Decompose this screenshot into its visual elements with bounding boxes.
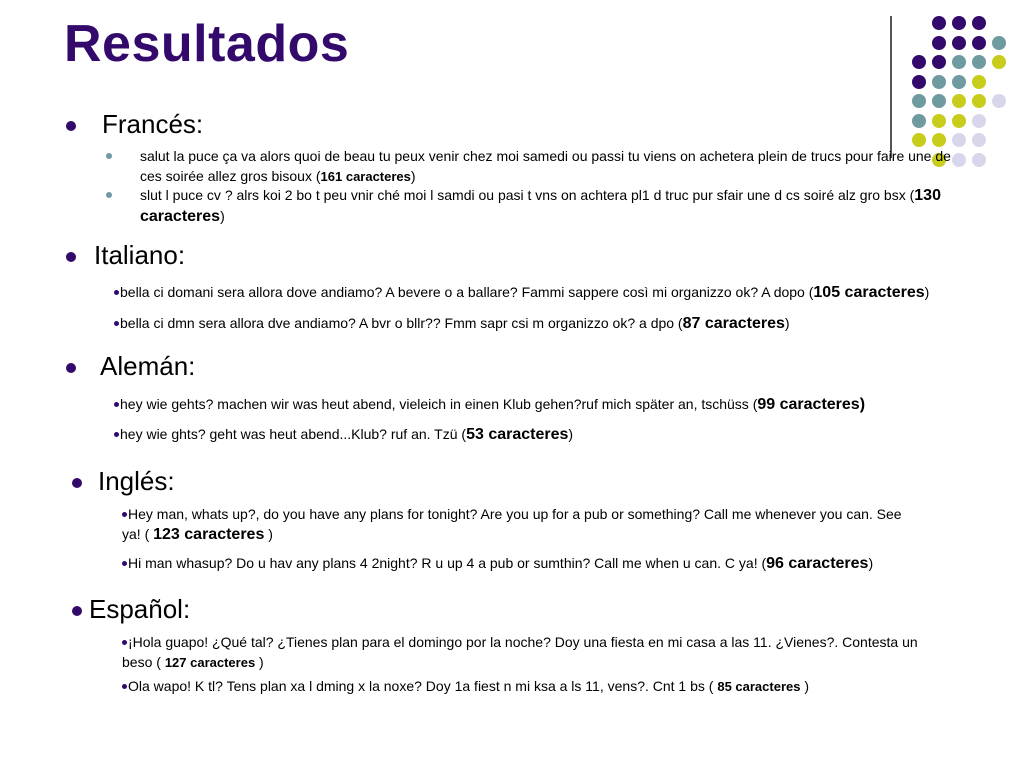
item-close: ) — [924, 284, 930, 300]
list-item-italiano-1 — [114, 282, 929, 303]
decorative-dot — [972, 114, 986, 128]
list-item-espanol-1 — [122, 632, 942, 673]
item-close: ) — [800, 678, 810, 694]
item-close: ) — [220, 208, 225, 224]
bullet-icon — [114, 432, 119, 437]
decorative-dot — [932, 133, 946, 147]
decorative-dot — [932, 75, 946, 89]
char-count: 130 caracteres — [140, 187, 941, 225]
decorative-dot — [952, 55, 966, 69]
heading-label: Español: — [89, 594, 191, 624]
section-heading-frances — [66, 108, 203, 140]
item-text: Hey man, whats up?, do you have any plans for tonight? Are you up for a pub or something? Call me whenever you can. See ya! ( — [122, 506, 902, 542]
decorative-dot — [972, 133, 986, 147]
decorative-dot — [912, 75, 926, 89]
decorative-dot — [992, 94, 1006, 108]
list-item-aleman-1 — [114, 394, 865, 415]
item-text: hey wie gehts? machen wir was heut abend, vieleich in einen Klub gehen?ruf mich später an, tschüss ( — [120, 396, 758, 412]
char-count: 161 caracteres — [320, 169, 411, 184]
decorative-dot — [992, 55, 1006, 69]
page-title: Resultados — [64, 15, 350, 73]
bullet-icon — [114, 321, 119, 326]
item-close: ) — [255, 654, 264, 670]
item-text: bella ci domani sera allora dove andiamo? A bevere o a ballare? Fammi sappere così mi organizzo ok? A dopo ( — [120, 284, 814, 300]
decorative-dot — [952, 36, 966, 50]
section-heading-espanol — [72, 593, 190, 625]
decorative-dot — [912, 114, 926, 128]
decorative-dot — [932, 55, 946, 69]
item-close: ) — [410, 168, 416, 184]
item-text: salut la puce ça va alors quoi de beau tu peux venir chez moi samedi ou passi tu viens on achetera plein de trucs pour faire une de ces soirée allez gros bisoux ( — [140, 148, 951, 184]
heading-label: Alemán: — [100, 351, 196, 381]
list-item-ingles-2 — [122, 553, 873, 574]
item-close: ) — [264, 526, 273, 542]
char-count: 123 caracteres — [153, 526, 265, 543]
heading-label: Francés: — [102, 109, 204, 139]
bullet-icon — [66, 121, 76, 131]
decorative-dot — [912, 55, 926, 69]
decorative-dot — [972, 153, 986, 167]
bullet-icon — [66, 363, 76, 373]
char-count: 105 caracteres — [813, 284, 925, 301]
char-count: 85 caracteres — [717, 679, 801, 694]
decorative-dot — [912, 94, 926, 108]
list-item-ingles-1 — [122, 504, 922, 545]
heading-label: Inglés: — [98, 466, 175, 496]
item-close: ) — [784, 315, 790, 331]
decorative-divider-line — [890, 16, 892, 158]
heading-label: Italiano: — [94, 240, 186, 270]
decorative-dot — [992, 36, 1006, 50]
decorative-dot — [952, 16, 966, 30]
decorative-dot — [932, 36, 946, 50]
decorative-dot — [932, 16, 946, 30]
list-item-italiano-2 — [114, 313, 790, 334]
item-text: Hi man whasup? Do u hav any plans 4 2night? R u up 4 a pub or sumthin? Call me when u can. C ya! ( — [128, 555, 767, 571]
bullet-icon — [106, 153, 112, 159]
bullet-icon — [72, 478, 82, 488]
decorative-dot — [972, 55, 986, 69]
bullet-icon — [66, 252, 76, 262]
bullet-icon — [122, 512, 127, 517]
decorative-dot — [952, 114, 966, 128]
decorative-dot — [972, 75, 986, 89]
section-heading-italiano — [66, 239, 185, 271]
bullet-icon — [114, 290, 119, 295]
char-count: 87 caracteres — [682, 315, 785, 332]
decorative-dot — [972, 94, 986, 108]
list-item-frances-2 — [140, 185, 970, 227]
item-close: ) — [568, 426, 574, 442]
section-heading-aleman — [66, 350, 195, 382]
decorative-dot — [972, 36, 986, 50]
bullet-icon — [122, 561, 127, 566]
char-count: 127 caracteres — [164, 655, 256, 670]
item-text: bella ci dmn sera allora dve andiamo? A bvr o bllr?? Fmm sapr csi m organizzo ok? a dpo ( — [120, 315, 683, 331]
bullet-icon — [106, 192, 112, 198]
item-text: Ola wapo! K tl? Tens plan xa l dming x la noxe? Doy 1a fiest n mi ksa a ls 11, vens?. Cnt 1 bs ( — [128, 678, 718, 694]
list-item-espanol-2 — [122, 676, 809, 697]
list-item-frances-1 — [140, 146, 970, 187]
char-count: 53 caracteres — [466, 426, 569, 443]
bullet-icon — [114, 402, 119, 407]
char-count: 99 caracteres) — [757, 396, 866, 413]
bullet-icon — [122, 640, 127, 645]
section-heading-ingles — [72, 465, 175, 497]
decorative-dot — [952, 75, 966, 89]
item-text: slut l puce cv ? alrs koi 2 bo t peu vnir ché moi l samdi ou pasi t vns on achtera pl1 d truc pur sfair une d cs soiré alz gro bsx ( — [140, 187, 915, 203]
decorative-dot — [912, 133, 926, 147]
decorative-dot — [932, 94, 946, 108]
item-text: hey wie ghts? geht was heut abend...Klub? ruf an. Tzü ( — [120, 426, 467, 442]
char-count: 96 caracteres — [766, 555, 869, 572]
decorative-dot — [952, 94, 966, 108]
decorative-dot — [972, 16, 986, 30]
item-close: ) — [868, 555, 874, 571]
bullet-icon — [72, 606, 82, 616]
item-text: ¡Hola guapo! ¿Qué tal? ¿Tienes plan para el domingo por la noche? Doy una fiesta en mi casa a las 11. ¿Vienes?. Contesta un beso ( — [122, 634, 918, 670]
decorative-dot — [952, 133, 966, 147]
list-item-aleman-2 — [114, 424, 573, 445]
bullet-icon — [122, 684, 127, 689]
decorative-dot — [932, 114, 946, 128]
